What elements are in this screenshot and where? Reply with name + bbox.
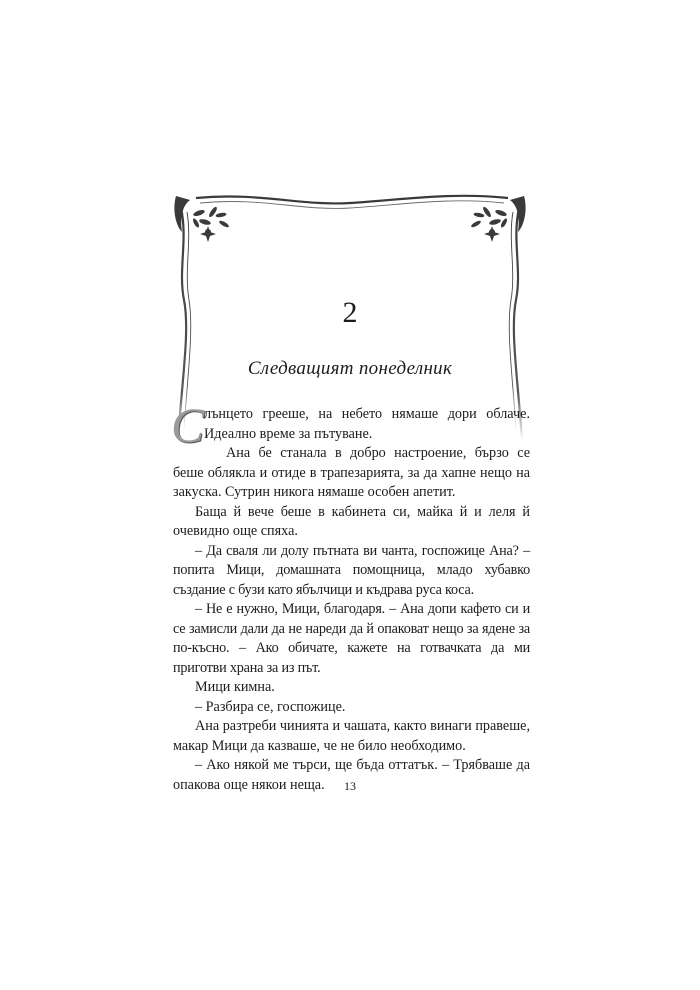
- frame-top-line: [196, 196, 508, 204]
- paragraph: – Ако някой ме търси, ще бъда оттатък. – Трябваше да опакова още някои неща.: [173, 757, 530, 793]
- paragraph: – Разбира се, госпожице.: [195, 698, 346, 715]
- paragraph: – Да сваля ли долу пътната ви чанта, госпожице Ана? – попита Мици, домашната помощница, младо хубавко създание с бузи като ябълчици и къдрава руса коса.: [173, 542, 530, 598]
- paragraph: Мици кимна.: [195, 679, 275, 695]
- drop-cap: С: [171, 397, 205, 453]
- paragraph: [171, 397, 530, 453]
- paragraph: Ана бе станала в добро настроение, бързо се беше облякла и отиде в трапезарията, за да хапне нещо на закуска. Сутрин никога нямаше особен апетит.: [173, 445, 530, 500]
- paragraph: Баща й вече беше в кабинета си, майка й и леля й очевидно още спяха.: [173, 503, 530, 539]
- chapter-number: 2: [342, 296, 358, 329]
- paragraph: Ана разтреби чинията и чашата, както винаги правеше, макар Мици да казваше, че не било необходимо.: [173, 718, 530, 754]
- chapter-title: Следващият понеделник: [247, 358, 453, 379]
- chapter-body: [171, 397, 530, 795]
- page-number: 13: [344, 779, 356, 793]
- paragraph-text: лънцето грееше, на небето нямаше дори облаче. Идеално време за пътуване.: [204, 406, 530, 442]
- paragraph: – Не е нужно, Мици, благодаря. – Ана допи кафето си и се замисли дали да не нареди да й опаковат нещо за ядене за по-късно. – Ако обичате, кажете на готвачката да ми приготви храна за из път.: [173, 601, 530, 676]
